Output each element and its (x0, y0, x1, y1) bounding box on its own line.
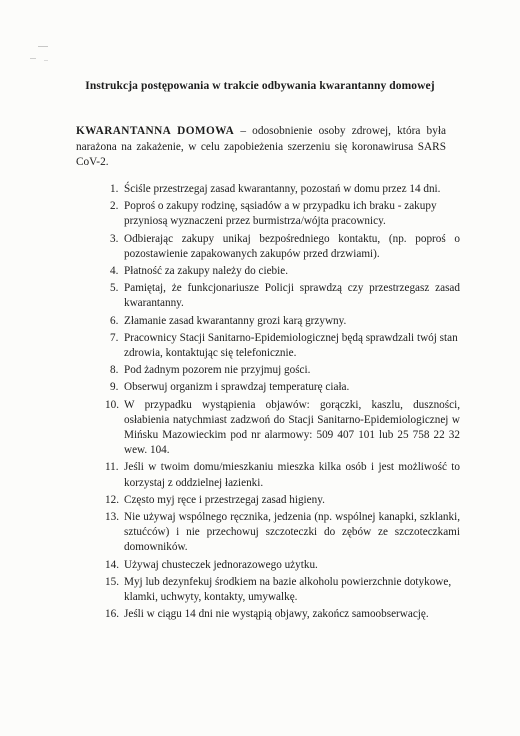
rule-number: 9. (110, 381, 119, 394)
rule-item (110, 363, 460, 378)
document-title: Instrukcja postępowania w trakcie odbywania kwarantanny domowej (85, 80, 435, 92)
rule-text: Jeśli w twoim domu/mieszkaniu mieszka kilka osób i jest możliwość to korzystaj z oddzielnej łazienki. (124, 461, 460, 489)
rule-text: W przypadku wystąpienia objawów: gorączki, kaszlu, duszności, osłabienia natychmiast zadzwoń do Stacji Sanitarno-Epidemiologicznej w Mińsku Mazowieckim pod nr alarmowy: 509 407 101 lub 25 758 22 32 wew. 104. (124, 398, 460, 457)
rule-item (110, 199, 460, 229)
rule-item (105, 575, 460, 605)
intro-text: – odosobnienie osoby zdrowej, która była narażona na zakażenie, w celu zapobieżenia szerzeniu się koronawirusa SARS CoV-2. (76, 125, 446, 168)
scan-mark (38, 46, 48, 47)
rule-text: Jeśli w ciągu 14 dni nie wystąpią objawy, zakończ samoobserwację. (124, 608, 429, 621)
rule-text: Pamiętaj, że funkcjonariusze Policji sprawdzą czy przestrzegasz zasad kwarantanny. (124, 282, 460, 310)
rule-number: 11. (105, 461, 119, 474)
rule-number: 15. (105, 575, 119, 588)
intro-term: KWARANTANNA DOMOWA (76, 125, 235, 137)
rule-item (110, 314, 460, 329)
rule-number: 10. (105, 398, 119, 411)
rule-number: 8. (110, 364, 119, 377)
rule-number: 16. (105, 608, 119, 621)
rule-number: 2. (110, 200, 119, 213)
rule-text: Płatność za zakupy należy do ciebie. (124, 265, 289, 278)
rule-item (110, 281, 460, 311)
rule-item (105, 493, 460, 508)
scan-mark (30, 58, 36, 59)
rule-number: 14. (105, 558, 119, 571)
scan-mark (44, 60, 48, 61)
rule-number: 1. (110, 183, 119, 195)
rule-number: 5. (110, 282, 119, 295)
rule-text: Odbierając zakupy unikaj bezpośredniego kontaktu, (np. poproś o pozostawienie zapakowanych zakupów przed drzwiami). (124, 232, 460, 260)
rule-text: Złamanie zasad kwarantanny grozi karą grzywny. (124, 314, 347, 327)
rule-text: Pracownicy Stacji Sanitarno-Epidemiologicznej będą sprawdzali twój stan zdrowia, kontaktując się telefonicznie. (124, 331, 458, 360)
rule-item (110, 380, 460, 395)
intro-paragraph (76, 124, 446, 171)
rule-item (105, 460, 460, 490)
rule-text: Często myj ręce i przestrzegaj zasad higieny. (124, 493, 325, 506)
rule-text: Nie używaj wspólnego ręcznika, jedzenia (np. wspólnej kanapki, szklanki, sztućców) i nie przechowuj szczoteczki do zębów ze szczoteczkami domowników. (124, 511, 460, 554)
rule-number: 7. (110, 331, 119, 344)
rule-number: 12. (105, 493, 119, 506)
rule-item (105, 558, 460, 573)
rule-item (110, 264, 460, 279)
rule-number: 6. (110, 314, 119, 327)
rule-item (110, 232, 460, 262)
rule-text: Używaj chusteczek jednorazowego użytku. (124, 558, 318, 571)
rule-item (105, 607, 460, 622)
rule-text: Ściśle przestrzegaj zasad kwarantanny, pozostań w domu przez 14 dni. (124, 183, 441, 195)
rule-number: 13. (105, 511, 119, 524)
rule-text: Poproś o zakupy rodzinę, sąsiadów a w przypadku ich braku - zakupy przyniosą wyznaczeni przez burmistrza/wójta pracownicy. (124, 200, 437, 228)
rule-item (105, 398, 460, 459)
rule-text: Obserwuj organizm i sprawdzaj temperaturę ciała. (124, 381, 350, 394)
rule-text: Pod żadnym pozorem nie przyjmuj gości. (124, 364, 311, 377)
rule-item (110, 331, 460, 361)
rule-number: 4. (110, 265, 119, 278)
rule-item (110, 182, 460, 197)
rule-item (105, 510, 460, 556)
rule-text: Myj lub dezynfekuj środkiem na bazie alkoholu powierzchnie dotykowe, klamki, uchwyty, kontakty, umywalkę. (124, 575, 452, 604)
rules-list (105, 182, 460, 624)
rule-number: 3. (110, 232, 119, 245)
